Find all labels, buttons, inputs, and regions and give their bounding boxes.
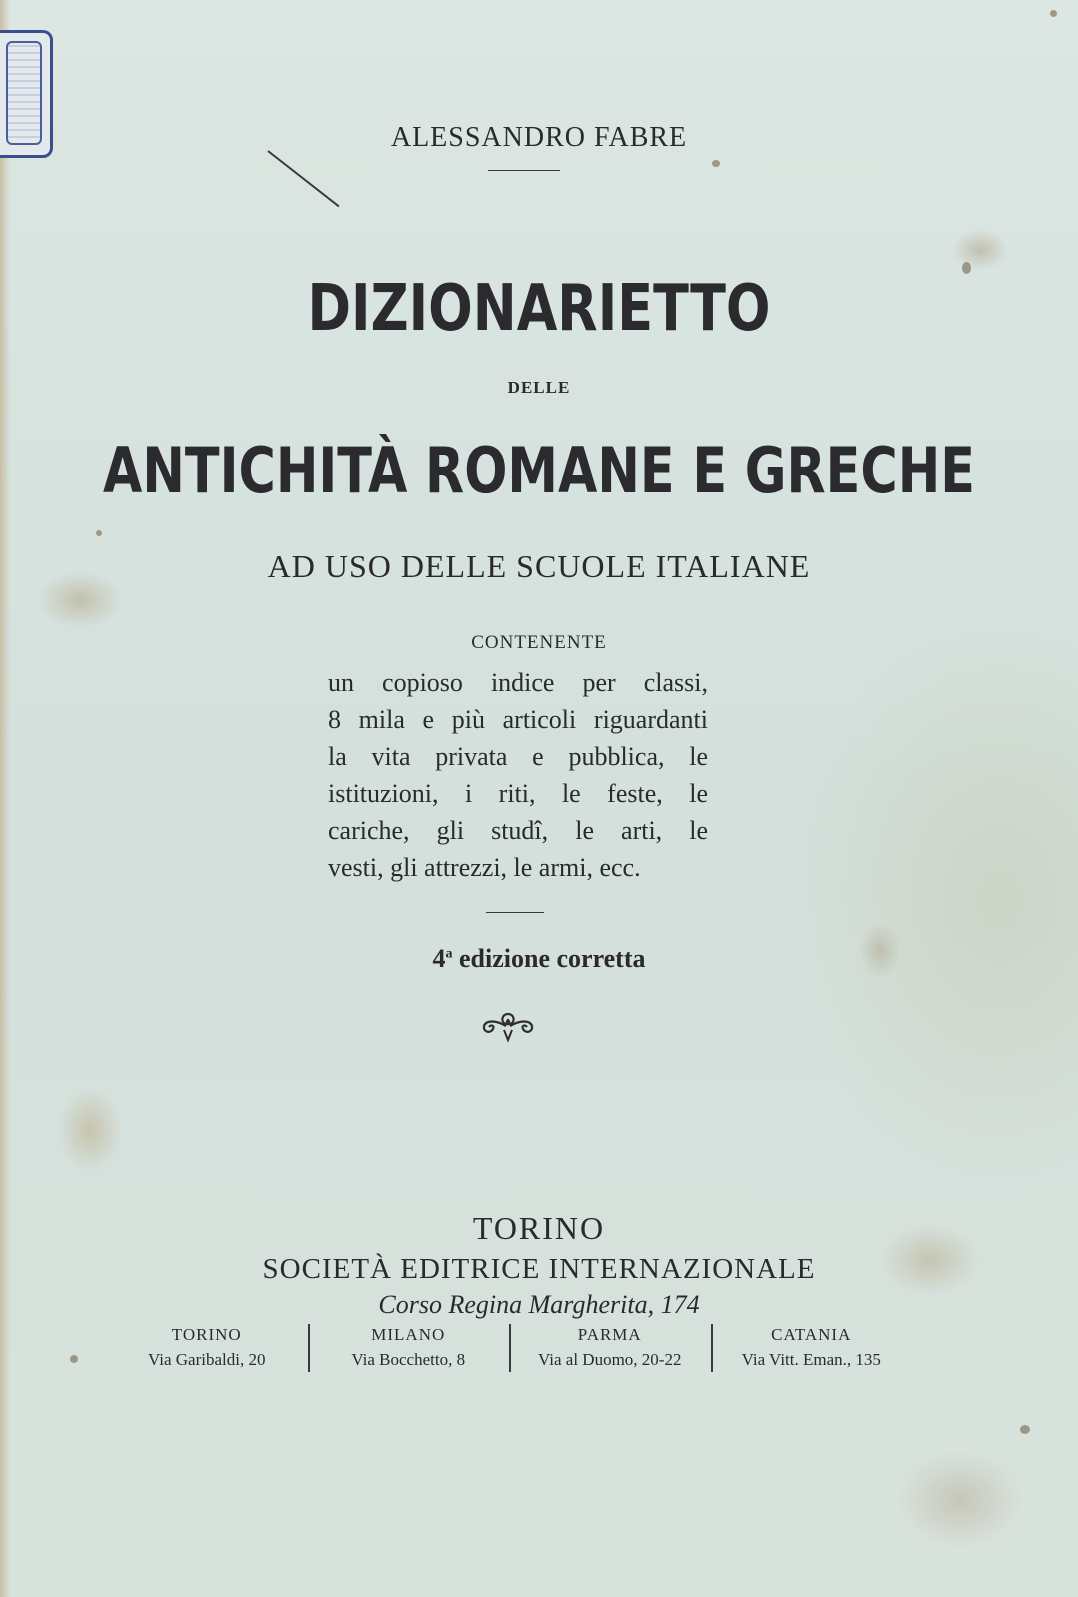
author-divider — [488, 170, 560, 171]
edition-number: 4 — [432, 944, 446, 973]
branch-city: PARMA — [577, 1325, 642, 1344]
book-title-secondary: ANTICHITÀ ROMANE E GRECHE — [103, 434, 975, 507]
foxing-spot — [70, 1355, 78, 1363]
author-name: ALESSANDRO FABRE — [390, 122, 688, 153]
branch-city: TORINO — [171, 1325, 242, 1344]
edition-superscript: a — [445, 946, 453, 962]
branch-offices — [106, 1322, 912, 1382]
contents-line: cariche, gli studî, le arti, le — [328, 816, 708, 845]
branch-office — [711, 1322, 913, 1382]
book-title-main: DIZIONARIETTO — [307, 272, 771, 346]
contents-line: 8 mila e più articoli riguardanti — [328, 705, 708, 734]
branch-city: CATANIA — [771, 1325, 852, 1344]
contents-line: la vita privata e pubblica, le — [328, 742, 708, 771]
edition-statement — [0, 944, 1078, 974]
contents-description — [328, 664, 708, 886]
contents-line: vesti, gli attrezzi, le armi, ecc. — [328, 853, 641, 882]
paper-edge — [0, 0, 10, 1597]
branch-office — [308, 1322, 510, 1382]
foxing-spot — [1050, 10, 1057, 17]
publisher-address: Corso Regina Margherita, 174 — [378, 1290, 700, 1319]
foxing-spot — [96, 530, 102, 536]
branch-city: MILANO — [371, 1325, 446, 1344]
branch-address: Via Bocchetto, 8 — [351, 1350, 466, 1369]
contents-line: un copioso indice per classi, — [328, 668, 708, 697]
book-subtitle: AD USO DELLE SCUOLE ITALIANE — [267, 548, 811, 584]
branch-address: Via Vitt. Eman., 135 — [741, 1350, 881, 1369]
edition-divider — [486, 912, 544, 913]
foxing-spot — [712, 160, 720, 167]
edition-text: edizione corretta — [459, 944, 646, 973]
title-connector: DELLE — [507, 378, 571, 397]
ornament-icon — [480, 1008, 536, 1044]
publisher-name: SOCIETÀ EDITRICE INTERNAZIONALE — [262, 1253, 816, 1285]
branch-office — [106, 1322, 308, 1382]
publisher-city: TORINO — [472, 1210, 606, 1246]
branch-office — [509, 1322, 711, 1382]
branch-address: Via Garibaldi, 20 — [148, 1350, 266, 1369]
branch-address: Via al Duomo, 20-22 — [538, 1350, 682, 1369]
contents-heading: CONTENENTE — [471, 632, 607, 653]
ink-scratch-mark — [267, 150, 339, 207]
contents-line: istituzioni, i riti, le feste, le — [328, 779, 708, 808]
foxing-spot — [1020, 1425, 1030, 1434]
